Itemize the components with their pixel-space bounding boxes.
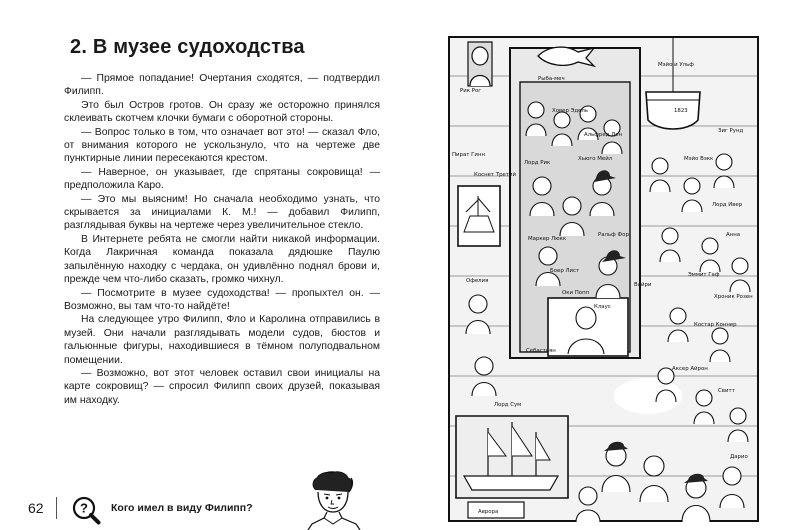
boy-sketch-icon — [302, 468, 362, 530]
paragraph: — Возможно, вот этот человек оставил свои инициалы на карте сокровищ? — спросил Филипп своих друзей, показывая им находку. — [64, 367, 380, 406]
illustration-label: Маркер Люкк — [528, 236, 567, 242]
illustration-label: Зиг Рунд — [718, 128, 744, 134]
illustration-label: Клаус — [594, 304, 611, 310]
paragraph: В Интернете ребята не смогли найти никакой информации. Когда Лакричная команда показала дядюшке Паулю запылённую находку с чердака, он удивлённо поднял брови и, прежде чем что-либо сказать, громко чихнул. — [64, 233, 380, 286]
illustration-label: Офелия — [466, 278, 489, 284]
illustration-label: Ральф Фор — [598, 232, 629, 238]
illustration-label: Свитт — [718, 388, 735, 394]
svg-text:?: ? — [80, 500, 88, 516]
illustration-label: Мэйо и Ульф — [658, 62, 694, 68]
page-footer — [28, 496, 253, 520]
chapter-title: 2. В музее судоходства — [70, 36, 305, 58]
illustration-label: Ховер Эдель — [552, 108, 589, 114]
paragraph: На следующее утро Филипп, Фло и Каролина отправились в музей. Они начали разглядывать модели судов, бюстов и гальюнные фигуры, находившиеся в тёмном полуподвальном помещении. — [64, 314, 380, 366]
illustration-label: Пират Гинн — [452, 152, 485, 158]
illustration-label: Боер Лист — [550, 268, 580, 274]
paragraph: Это был Остров гротов. Он сразу же осторожно принялся склеивать скотчем клочки бумаги с оборотной стороны. — [64, 99, 380, 125]
illustration-label: Мэйо Вэкк — [684, 156, 714, 162]
illustration-label: Костар Коннер — [694, 322, 737, 328]
illustration-label: Эммит Гаф — [688, 272, 720, 278]
illustration-label: Оки Попп — [562, 290, 590, 296]
illustration-label: Альфред Ден — [584, 132, 623, 138]
question-mark-magnifier-icon — [71, 495, 101, 525]
paragraph: — Прямое попадание! Очертания сходятся, — подтвердил Филипп. — [64, 73, 380, 98]
museum-illustration — [448, 36, 759, 522]
paragraph: — Вопрос только в том, что означает вот это! — сказал Фло, от внимания которого не ускользнуло, что на чертеже две пунктирные линии пересекаются крестом. — [64, 126, 380, 165]
illustration-label: Хроник Розен — [714, 294, 753, 300]
footer-question: Кого имел в виду Филипп? — [111, 502, 253, 514]
illustration-label: Лорд Ивер — [712, 202, 743, 208]
page-number: 62 — [28, 500, 44, 516]
illustration-label: Хьюго Мейл — [578, 156, 613, 162]
illustration-label: Дарио — [730, 454, 748, 460]
illustration-label: Аксер Айрон — [672, 366, 708, 372]
illustration-label: Анна — [726, 232, 741, 238]
illustration-label: Рыба-меч — [538, 76, 565, 82]
body-text — [64, 72, 380, 407]
illustration-label: Коснет Третий — [474, 172, 516, 178]
paragraph: — Наверное, он указывает, где спрятаны сокровища! — предположила Каро. — [64, 166, 380, 192]
illustration-label: Себастьян — [526, 348, 556, 354]
paragraph: — Посмотрите в музее судоходства! — пропыхтел он. — Возможно, вы там что-то найдёте! — [64, 287, 380, 312]
footer-divider — [56, 497, 57, 519]
illustration-label: 1823 — [674, 108, 688, 114]
illustration-label: Вайри — [634, 282, 652, 288]
museum-scene — [448, 36, 759, 522]
paragraph: — Это мы выясним! Но сначала необходимо узнать, что скрывается за инициалами К. М.! — добавил Филипп, разглядывая буквы на чертеже через увеличительное стекло. — [64, 193, 380, 232]
illustration-label: Рик Рог — [460, 88, 482, 94]
illustration-label: Лорд Сум — [494, 402, 522, 408]
illustration-label: Аврора — [478, 509, 499, 515]
illustration-label: Лорд Рик — [524, 160, 551, 166]
